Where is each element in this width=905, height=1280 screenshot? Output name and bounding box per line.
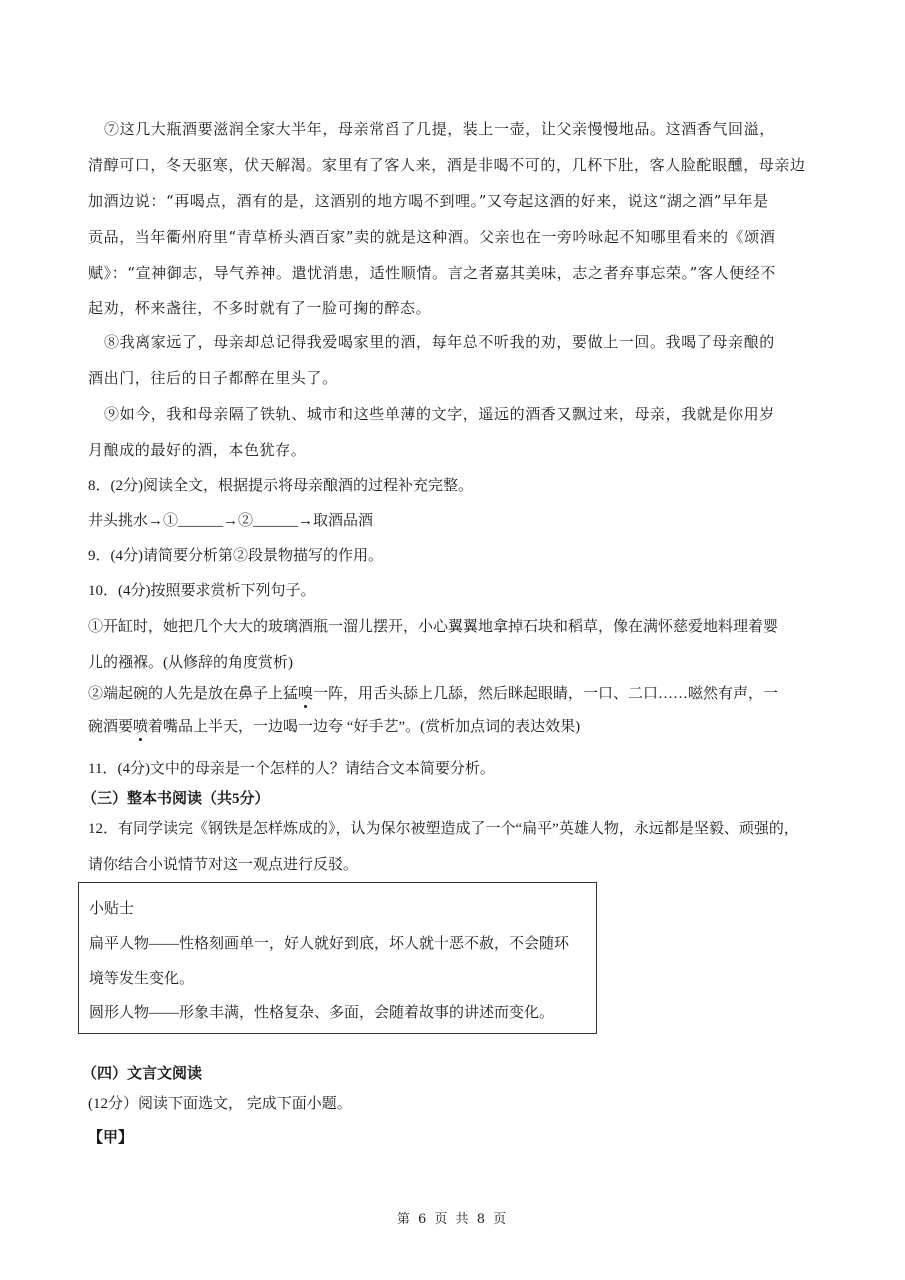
dotted-word: 喷: [133, 719, 149, 735]
sentence-text: 一阵，用舌头舔上几舔，然后眯起眼睛，一口、二口……嗞然有声，一: [313, 686, 779, 702]
question-12: 12．有同学读完《钢铁是怎样炼成的》，认为保尔被塑造成了一个“扁平”英雄人物，永远都是坚毅、顽强的，: [88, 821, 799, 837]
question-11: 11．(4分)文中的母亲是一个怎样的人？请结合文本简要分析。: [88, 761, 495, 777]
paragraph-7-line: 贡品，当年衢州府里“青草桥头酒百家”卖的就是这种酒。父亲也在一旁吟咏起不知哪里看来的《颂酒: [88, 228, 776, 246]
question-8: 8．(2分)阅读全文，根据提示将母亲酿酒的过程补充完整。: [88, 478, 473, 494]
question-10-sentence-1-cont: 儿的襁褓。(从修辞的角度赏析): [88, 655, 293, 671]
tip-box: [78, 882, 597, 1034]
sentence-text: ②端起碗的人先是放在鼻子上猛: [88, 686, 299, 702]
sentence-text: 碗酒要: [88, 719, 134, 735]
question-8-flow: 井头挑水→①______→②______→取酒品酒: [88, 513, 374, 529]
paragraph-8-line: 酒出门，往后的日子都醉在里头了。: [88, 369, 338, 387]
question-12-cont: 请你结合小说情节对这一观点进行反驳。: [88, 857, 359, 873]
paragraph-7-line: 清醇可口，冬天驱寒，伏天解渴。家里有了客人来，酒是非喝不可的，几杯下肚，客人脸酡眼醺，母亲边: [88, 156, 806, 174]
paragraph-7-line: 起劝，杯来盏往，不多时就有了一脸可掬的醉态。: [88, 299, 432, 317]
page-number: 第 6 页 共 8 页: [396, 1212, 509, 1227]
paragraph-7-line: 赋》：“宣神御志，导气养神。遣忧消患，适性顺情。言之者嘉其美味，志之者弃事忘荣。”客人便经不: [88, 264, 776, 282]
section-4-heading: （四）文言文阅读: [82, 1066, 203, 1082]
question-10-sentence-2: [88, 684, 778, 704]
tip-round-character: 圆形人物——形象丰满，性格复杂、多面，会随着故事的讲述而变化。: [89, 1005, 555, 1021]
sentence-text: 着嘴品上半天，一边喝一边夸 “好手艺”。(赏析加点词的表达效果): [148, 719, 581, 735]
tip-flat-character: 扁平人物——性格刻画单一，好人就好到底，坏人就十恶不赦，不会随环: [89, 936, 570, 952]
paragraph-7-line: 加酒边说：“再喝点，酒有的是，这酒别的地方喝不到哩。”又夸起这酒的好来，说这“湖之酒”早年是: [88, 192, 769, 210]
question-9: 9．(4分)请简要分析第②段景物描写的作用。: [88, 548, 383, 564]
section-4-instruction: (12分）阅读下面选文， 完成下面小题。: [88, 1096, 352, 1112]
question-10-sentence-2-cont: [88, 717, 580, 737]
question-10-sentence-1: ①开缸时，她把几个大大的玻璃酒瓶一溜儿摆开，小心翼翼地拿掉石块和稻草，像在满怀慈爱地料理着婴: [88, 619, 779, 635]
dotted-word: 嗅: [298, 686, 314, 702]
paragraph-7-line: ⑦这几大瓶酒要滋润全家大半年，母亲常舀了几提，装上一壶，让父亲慢慢地品。这酒香气回溢，: [104, 120, 775, 138]
text-jia-label: 【甲】: [88, 1130, 134, 1146]
section-3-heading: （三）整本书阅读（共5分）: [82, 791, 270, 807]
paragraph-8-line: ⑧我离家远了，母亲却总记得我爱喝家里的酒，每年总不听我的劝，要做上一回。我喝了母亲酿的: [104, 333, 775, 351]
question-10: 10．(4分)按照要求赏析下列句子。: [88, 583, 316, 599]
tip-flat-character-cont: 境等发生变化。: [89, 971, 195, 987]
paragraph-9-line: ⑨如今，我和母亲隔了铁轨、城市和这些单薄的文字，遥远的酒香又飘过来，母亲，我就是你用岁: [104, 405, 775, 423]
tip-title: 小贴士: [89, 901, 135, 917]
paragraph-9-line: 月酿成的最好的酒，本色犹存。: [88, 441, 307, 459]
